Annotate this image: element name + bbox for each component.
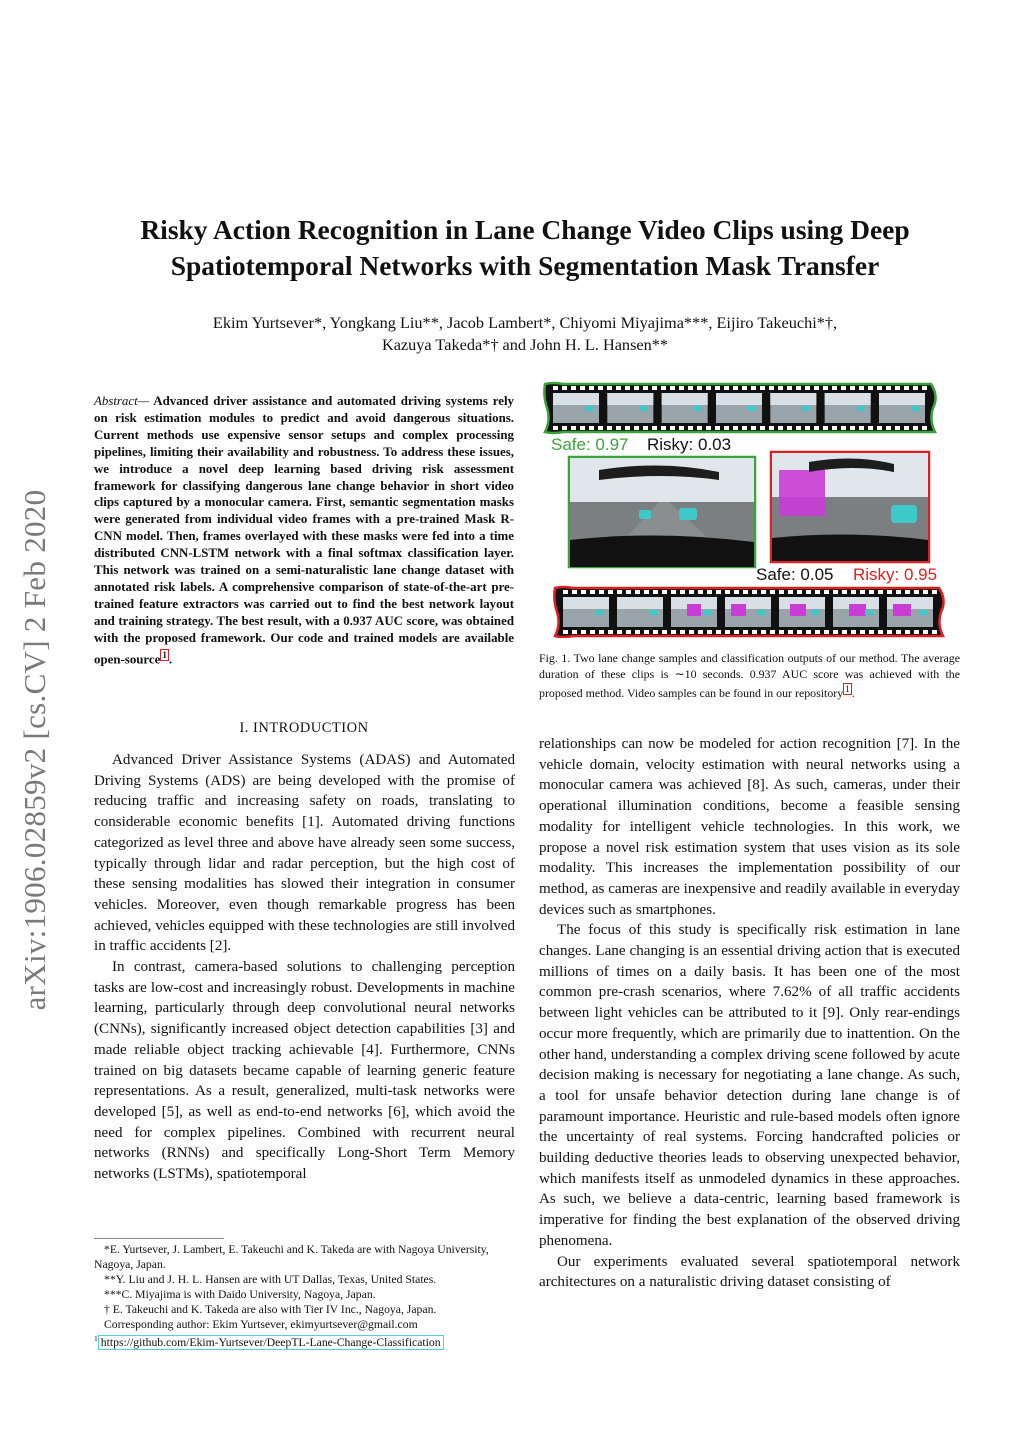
- sprocket-hole: [868, 426, 873, 430]
- film-thumbnail: [716, 393, 762, 423]
- figure-caption: Fig. 1. Two lane change samples and classification outputs of our method. The average duration of these clips is ∼10 seconds. 0.937 AUC score was achieved with the proposed method. Video samples can be found in our repository $^1$ .: [539, 651, 960, 700]
- footnotes: [94, 1243, 515, 1351]
- sprocket-hole: [652, 386, 657, 390]
- sprocket-hole: [635, 630, 640, 634]
- sprocket-hole: [932, 590, 937, 594]
- sprocket-hole: [878, 590, 883, 594]
- sprocket-hole: [833, 630, 838, 634]
- film-thumbnail: [617, 597, 663, 627]
- paragraph: Our experiments evaluated several spatiotemporal network architectures on a naturalistic driving dataset consisting of: [539, 1253, 960, 1291]
- film-thumbnail: [779, 597, 825, 627]
- sprocket-hole: [824, 630, 829, 634]
- safe-score-top: Safe: 0.97: [551, 435, 629, 454]
- risky-score-top: Risky: 0.03: [647, 435, 732, 454]
- sprocket-hole: [680, 590, 685, 594]
- sprocket-hole: [842, 630, 847, 634]
- sprocket-hole: [680, 630, 685, 634]
- paper-title: Risky Action Recognition in Lane Change Video Clips using Deep Spatiotemporal Networks with Segmentation Mask Transfer: [140, 214, 910, 281]
- sprocket-hole: [814, 386, 819, 390]
- sprocket-hole: [851, 590, 856, 594]
- sprocket-hole: [734, 630, 739, 634]
- sprocket-hole: [733, 426, 738, 430]
- sprocket-hole: [850, 426, 855, 430]
- sprocket-hole: [914, 630, 919, 634]
- sprocket-hole: [572, 590, 577, 594]
- sprocket-hole: [913, 386, 918, 390]
- sprocket-hole: [788, 630, 793, 634]
- sprocket-hole: [805, 386, 810, 390]
- sprocket-hole: [725, 630, 730, 634]
- sprocket-hole: [842, 590, 847, 594]
- sprocket-hole: [796, 386, 801, 390]
- sprocket-hole: [634, 386, 639, 390]
- sprocket-hole: [707, 630, 712, 634]
- sprocket-hole: [815, 630, 820, 634]
- sprocket-hole: [715, 426, 720, 430]
- arxiv-identifier: arXiv:1906.02859v2 [cs.CV] 2 Feb 2020: [17, 489, 52, 1011]
- sprocket-hole: [562, 386, 567, 390]
- sprocket-hole: [797, 630, 802, 634]
- sprocket-hole: [662, 590, 667, 594]
- sprocket-hole: [716, 590, 721, 594]
- sprocket-hole: [553, 386, 558, 390]
- sprocket-hole: [869, 590, 874, 594]
- sprocket-hole: [670, 386, 675, 390]
- sprocket-hole: [814, 426, 819, 430]
- section-heading-introduction: I. INTRODUCTION: [239, 720, 369, 736]
- film-strip-safe: [544, 383, 935, 433]
- sprocket-hole: [742, 386, 747, 390]
- sprocket-hole: [923, 590, 928, 594]
- sprocket-hole: [644, 630, 649, 634]
- sprocket-hole: [914, 590, 919, 594]
- sprocket-hole: [823, 386, 828, 390]
- authors-line-2: Kazuya Takeda*† and John H. L. Hansen**: [381, 335, 669, 354]
- film-thumbnail: [879, 393, 925, 423]
- sprocket-hole: [796, 426, 801, 430]
- sprocket-hole: [895, 426, 900, 430]
- sprocket-hole: [616, 426, 621, 430]
- footnote: **Y. Liu and J. H. L. Hansen are with UT Dallas, Texas, United States.: [104, 1272, 437, 1286]
- sprocket-hole: [661, 386, 666, 390]
- sprocket-hole: [643, 386, 648, 390]
- sprocket-hole: [662, 630, 667, 634]
- sprocket-hole: [860, 630, 865, 634]
- sprocket-hole: [851, 630, 856, 634]
- safe-score-bottom: Safe: 0.05: [756, 565, 834, 584]
- figure-lane-change-samples: [539, 380, 960, 638]
- sprocket-hole: [832, 386, 837, 390]
- sprocket-hole: [652, 426, 657, 430]
- sprocket-hole: [688, 426, 693, 430]
- footnote-url-row: [94, 1332, 515, 1351]
- sprocket-hole: [815, 590, 820, 594]
- sprocket-hole: [761, 590, 766, 594]
- sprocket-hole: [859, 426, 864, 430]
- risky-sample-frame: [771, 452, 929, 562]
- film-thumbnail: [887, 597, 933, 627]
- sprocket-hole: [913, 426, 918, 430]
- sprocket-hole: [886, 386, 891, 390]
- sprocket-hole: [571, 426, 576, 430]
- footnote-mark: 1: [94, 1334, 98, 1344]
- sprocket-hole: [877, 426, 882, 430]
- sprocket-hole: [833, 590, 838, 594]
- safe-sample-frame: [569, 457, 755, 567]
- sprocket-hole: [904, 426, 909, 430]
- sprocket-hole: [608, 630, 613, 634]
- sprocket-hole: [860, 590, 865, 594]
- paragraph: The focus of this study is specifically risk estimation in lane changes. Lane changing is an essential driving action that is executed millions of times on a daily basis. It has been one of the most common pre-crash scenarios, where 7.62% of all traffic accidents between light vehicles can be attributed to it [9]. Only rear-endings occur more frequently, which are primarily due to inattention. On the other hand, understanding a complex driving scene followed by acute decision making is necessary for negotiating a lane change. As such, a tool for unsafe behavior detection during lane change is of paramount importance. Heuristic and rule-based models often ignore the uncertainty of real systems. Forcing handcrafted policies or building deductive theories leads to observing unexpected behavior, which manifests itself as unmodeled dynamics in these approaches. As such, we believe a data-centric, learning based framework is imperative for finding the best explanation of the observed driving phenomena.: [539, 922, 960, 1249]
- sprocket-hole: [580, 386, 585, 390]
- sprocket-hole: [859, 386, 864, 390]
- sprocket-hole: [599, 630, 604, 634]
- sprocket-hole: [905, 590, 910, 594]
- film-thumbnail: [770, 393, 816, 423]
- footnote: † E. Takeuchi and K. Takeda are also with Tier IV Inc., Nagoya, Japan.: [104, 1302, 437, 1316]
- sprocket-hole: [779, 630, 784, 634]
- sprocket-hole: [760, 386, 765, 390]
- sprocket-hole: [733, 386, 738, 390]
- sprocket-hole: [653, 590, 658, 594]
- paragraph: In contrast, camera-based solutions to challenging perception tasks are low-cost and increasingly robust. Developments in machine learning, particularly through deep convolutional neural networks (CNNs), significantly increased object detection capabilities [3] and made reliable object tracking achievable [4]. Furthermore, CNNs trained on big datasets became capable of learning generic feature representations. As a result, generalized, multi-task networks were developed [5], as well as end-to-end networks [6], which avoid the need for complex pipelines. Combined with recurrent neural networks (RNNs) and specifically Long-Short Term Memory networks (LSTMs), spatiotemporal: [94, 959, 515, 1183]
- sprocket-hole: [770, 630, 775, 634]
- sprocket-hole: [562, 426, 567, 430]
- sprocket-hole: [553, 426, 558, 430]
- caption-text: Fig. 1. Two lane change samples and classification outputs of our method. The average duration of these clips is ∼10 seconds. 0.937 AUC score was achieved with the proposed method. Video samples can be found in our repository: [539, 651, 960, 700]
- film-thumbnail: [833, 597, 879, 627]
- sprocket-hole: [850, 386, 855, 390]
- sprocket-hole: [625, 386, 630, 390]
- sprocket-hole: [697, 386, 702, 390]
- sprocket-hole: [824, 590, 829, 594]
- sprocket-hole: [905, 630, 910, 634]
- authors-line-1: Ekim Yurtsever*, Yongkang Liu**, Jacob Lambert*, Chiyomi Miyajima***, Eijiro Takeuchi*†,: [212, 313, 838, 332]
- film-strip-risky: [554, 587, 943, 637]
- abstract-text: Advanced driver assistance and automated driving systems rely on risk estimation modules to predict and avoid dangerous situations. Current methods use expensive sensor setups and complex processing pipelines, limiting their availability and robustness. To address these issues, we introduce a novel deep learning based driving risk assessment framework for classifying dangerous lane change behavior in short video clips captured by a monocular camera. First, semantic segmentation masks were generated from individual video frames with a pre-trained Mask R-CNN model. Then, frames overlayed with these masks were fed into a time distributed CNN-LSTM network with a final softmax classification layer. This network was trained on a semi-naturalistic lane change dataset with annotated risk labels. A comprehensive comparison of state-of-the-art pre-trained feature extractors was carried out to find the best network layout and training strategy. The best result, with a 0.937 AUC score, was obtained with the proposed framework. Our code and trained models are available open-source: [94, 394, 514, 666]
- sprocket-hole: [760, 426, 765, 430]
- film-thumbnail: [607, 393, 653, 423]
- sprocket-hole: [590, 590, 595, 594]
- sprocket-hole: [679, 386, 684, 390]
- sprocket-hole: [922, 386, 927, 390]
- sprocket-hole: [563, 590, 568, 594]
- abstract-label: Abstract—: [94, 394, 150, 408]
- sprocket-hole: [716, 630, 721, 634]
- sprocket-hole: [670, 426, 675, 430]
- sprocket-hole: [877, 386, 882, 390]
- sprocket-hole: [590, 630, 595, 634]
- sprocket-hole: [806, 590, 811, 594]
- sprocket-hole: [761, 630, 766, 634]
- sprocket-hole: [869, 630, 874, 634]
- sprocket-hole: [770, 590, 775, 594]
- sprocket-hole: [743, 630, 748, 634]
- sprocket-hole: [778, 386, 783, 390]
- sprocket-hole: [607, 426, 612, 430]
- sprocket-hole: [895, 386, 900, 390]
- sprocket-hole: [779, 590, 784, 594]
- sprocket-hole: [635, 590, 640, 594]
- left-column-body: [94, 750, 515, 1185]
- sprocket-hole: [742, 426, 747, 430]
- sprocket-hole: [599, 590, 604, 594]
- sprocket-hole: [751, 426, 756, 430]
- sprocket-hole: [625, 426, 630, 430]
- sprocket-hole: [598, 386, 603, 390]
- paragraph: relationships can now be modeled for action recognition [7]. In the vehicle domain, velocity estimation with neural networks using a monocular camera was achieved [8]. As such, cameras, under their operational illumination conditions, become a feasible sensing modality for intelligent vehicle technologies. In this work, we propose a novel risk estimation system that uses vision as its sole modality. This increases the implementation possibility of our method, as cameras are inexpensive and readily available in everyday devices such as smartphones.: [539, 736, 960, 918]
- sprocket-hole: [823, 426, 828, 430]
- sprocket-hole: [841, 386, 846, 390]
- sprocket-hole: [932, 630, 937, 634]
- sprocket-hole: [923, 630, 928, 634]
- sprocket-hole: [706, 426, 711, 430]
- sprocket-hole: [572, 630, 577, 634]
- footnote: *E. Yurtsever, J. Lambert, E. Takeuchi and K. Takeda are with Nagoya University, Nagoya, Japan.: [94, 1243, 489, 1271]
- sprocket-hole: [617, 590, 622, 594]
- sprocket-hole: [724, 426, 729, 430]
- sprocket-hole: [806, 630, 811, 634]
- sprocket-hole: [571, 386, 576, 390]
- sprocket-hole: [697, 426, 702, 430]
- sprocket-hole: [679, 426, 684, 430]
- sprocket-hole: [715, 386, 720, 390]
- sprocket-hole: [787, 426, 792, 430]
- sprocket-hole: [743, 590, 748, 594]
- film-thumbnail: [825, 393, 871, 423]
- sprocket-hole: [644, 590, 649, 594]
- sprocket-hole: [788, 590, 793, 594]
- sprocket-hole: [752, 590, 757, 594]
- film-thumbnail: [563, 597, 609, 627]
- sprocket-hole: [607, 386, 612, 390]
- sprocket-hole: [626, 590, 631, 594]
- sprocket-hole: [751, 386, 756, 390]
- sprocket-hole: [896, 590, 901, 594]
- sprocket-hole: [878, 630, 883, 634]
- sprocket-hole: [805, 426, 810, 430]
- paragraph: Advanced Driver Assistance Systems (ADAS) and Automated Driving Systems (ADS) are being developed with the promise of reducing traffic and increasing safety on roads, translating to considerable economic benefits [1]. Automated driving functions categorized as level three and above have already seen some success, typically through lidar and radar perception, but the high cost of these sensing modalities has slowed their integration in consumer vehicles. Moreover, even though remarkable progress has been achieved, vehicles equipped with these technologies are still involved in traffic accidents [2].: [94, 752, 515, 955]
- footnote: Corresponding author: Ekim Yurtsever, ekimyurtsever@gmail.com: [104, 1317, 418, 1331]
- sprocket-hole: [689, 630, 694, 634]
- sprocket-hole: [581, 630, 586, 634]
- sprocket-hole: [787, 386, 792, 390]
- sprocket-hole: [841, 426, 846, 430]
- sprocket-hole: [887, 630, 892, 634]
- sprocket-hole: [589, 386, 594, 390]
- sprocket-hole: [887, 590, 892, 594]
- sprocket-hole: [734, 590, 739, 594]
- sprocket-hole: [634, 426, 639, 430]
- film-thumbnail: [671, 597, 717, 627]
- film-thumbnail: [725, 597, 771, 627]
- sprocket-hole: [617, 630, 622, 634]
- sprocket-hole: [922, 426, 927, 430]
- sprocket-hole: [616, 386, 621, 390]
- abstract: Abstract— Advanced driver assistance and automated driving systems rely on risk estimation modules to predict and avoid dangerous situations. Current methods use expensive sensor setups and complex processing pipelines, limiting their availability and robustness. To address these issues, we introduce a novel deep learning based driving risk assessment framework for classifying dangerous lane change behavior in short video clips captured by a monocular camera. First, semantic segmentation masks were generated from individual video frames with a pre-trained Mask R-CNN model. Then, frames overlayed with these masks were fed into a time distributed CNN-LSTM network with a final softmax classification layer. This network was trained on a semi-naturalistic lane change dataset with annotated risk labels. A comprehensive comparison of state-of-the-art pre-trained feature extractors was carried out to find the best network layout and training strategy. The best result, with a 0.937 AUC score, was obtained with the proposed framework. Our code and trained models are available open-source $^1$ .: [94, 394, 514, 666]
- sprocket-hole: [643, 426, 648, 430]
- caption-footnote-link[interactable]: 1: [845, 684, 850, 694]
- sprocket-hole: [589, 426, 594, 430]
- sprocket-hole: [868, 386, 873, 390]
- sprocket-hole: [671, 590, 676, 594]
- film-thumbnail: [553, 393, 599, 423]
- sprocket-hole: [689, 590, 694, 594]
- sprocket-hole: [698, 630, 703, 634]
- right-column-body: [539, 734, 960, 1293]
- footnote-divider: [94, 1238, 224, 1239]
- film-thumbnail: [662, 393, 708, 423]
- sprocket-hole: [797, 590, 802, 594]
- sprocket-hole: [580, 426, 585, 430]
- sprocket-hole: [769, 426, 774, 430]
- sprocket-hole: [581, 590, 586, 594]
- sprocket-hole: [778, 426, 783, 430]
- abstract-footnote-link[interactable]: 1: [162, 649, 167, 660]
- sprocket-hole: [832, 426, 837, 430]
- author-list: [90, 312, 960, 356]
- sprocket-hole: [653, 630, 658, 634]
- risky-score-bottom: Risky: 0.95: [853, 565, 938, 584]
- sprocket-hole: [598, 426, 603, 430]
- sprocket-hole: [661, 426, 666, 430]
- sprocket-hole: [896, 630, 901, 634]
- sprocket-hole: [725, 590, 730, 594]
- sprocket-hole: [769, 386, 774, 390]
- sprocket-hole: [752, 630, 757, 634]
- sprocket-hole: [706, 386, 711, 390]
- sprocket-hole: [904, 386, 909, 390]
- sprocket-hole: [698, 590, 703, 594]
- footnote: ***C. Miyajima is with Daido University, Nagoya, Japan.: [104, 1287, 376, 1301]
- sprocket-hole: [886, 426, 891, 430]
- repository-link[interactable]: https://github.com/Ekim-Yurtsever/DeepTL-Lane-Change-Classification: [98, 1335, 444, 1350]
- sprocket-hole: [688, 386, 693, 390]
- sprocket-hole: [707, 590, 712, 594]
- sprocket-hole: [626, 630, 631, 634]
- sprocket-hole: [563, 630, 568, 634]
- sprocket-hole: [724, 386, 729, 390]
- sprocket-hole: [608, 590, 613, 594]
- sprocket-hole: [671, 630, 676, 634]
